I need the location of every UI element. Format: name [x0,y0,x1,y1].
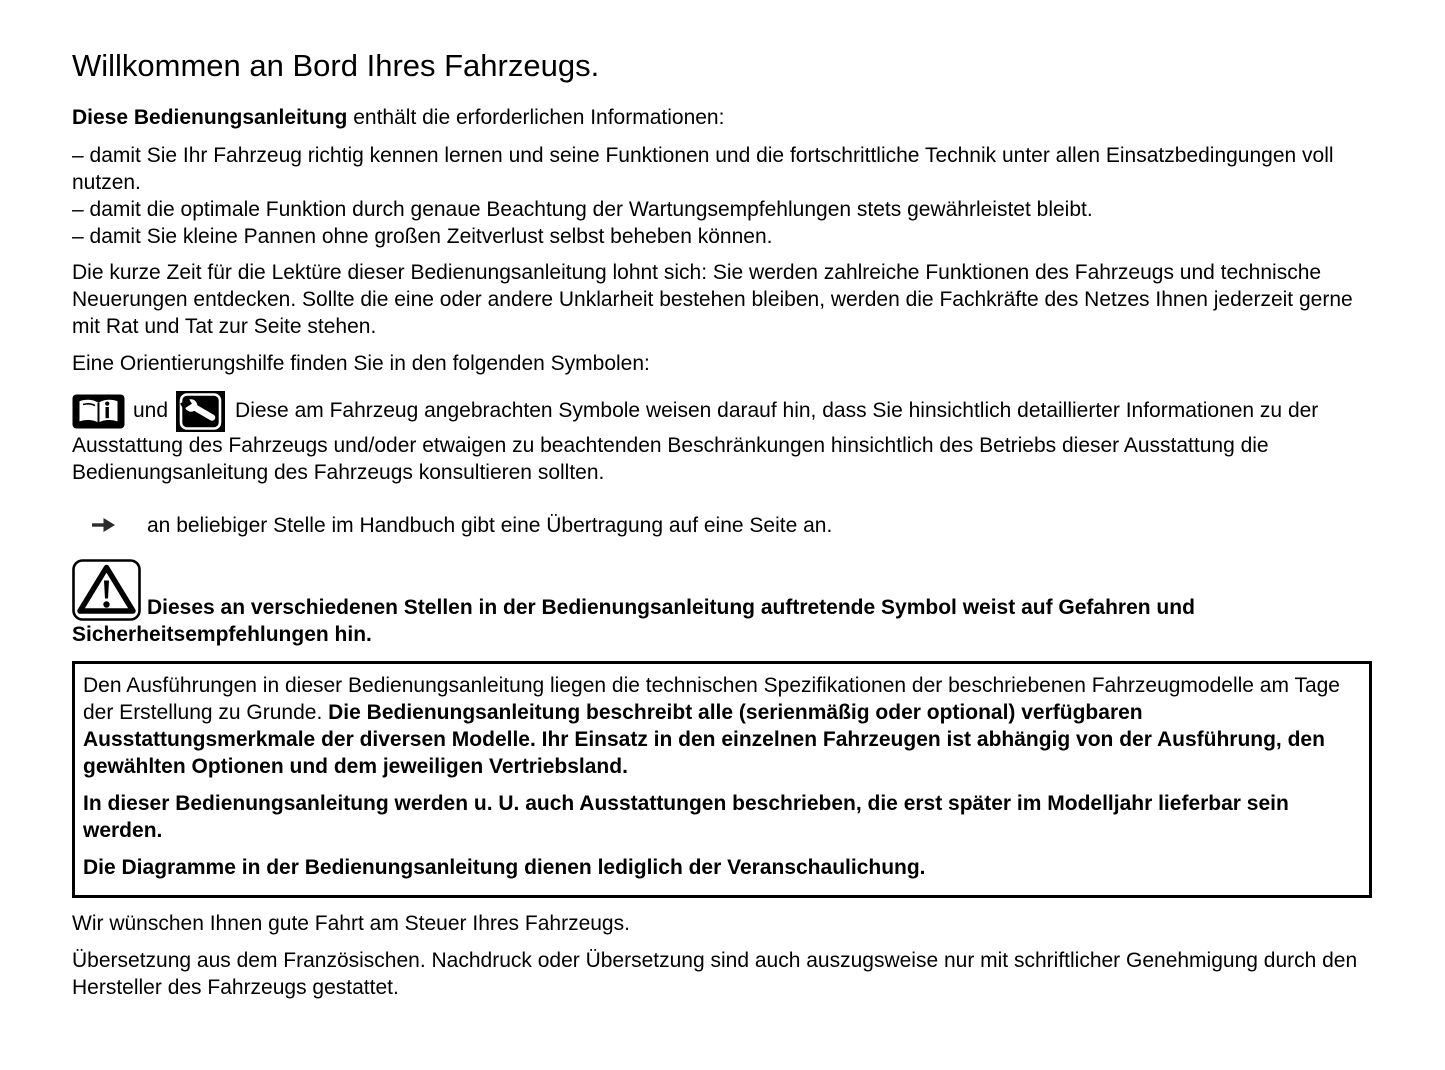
wrench-icon [176,391,225,432]
warning-paragraph [72,559,1372,648]
notice-paragraph-3: Die Diagramme in der Bedienungsanleitung dienen lediglich der Veranschaulichung. [83,856,926,879]
bullet-item: – damit Sie kleine Pannen ohne großen Zeitverlust selbst beheben können. [72,225,773,248]
symbols-intro: Eine Orientierungshilfe finden Sie in den folgenden Symbolen: [72,352,650,375]
page-title: Willkommen an Bord Ihres Fahrzeugs. [72,48,600,83]
lecture-paragraph: Die kurze Zeit für die Lektüre dieser Bedienungsanleitung lohnt sich: Sie werden zahlreiche Funktionen des Fahrzeugs und technische Neuerungen entdecken. Sollte die eine oder andere Unklarheit bestehen bleiben, werden die Fachkräfte des Netzes Ihnen jederzeit gerne mit Rat und Tat zur Seite stehen. [72,261,1353,338]
warning-triangle-icon [72,559,141,621]
translation-note: Übersetzung aus dem Französischen. Nachdruck oder Übersetzung sind auch auszugsweise nur mit schriftlicher Genehmigung durch den Hersteller des Fahrzeugs gestattet. [72,949,1358,999]
bullet-item: – damit Sie Ihr Fahrzeug richtig kennen lernen und seine Funktionen und die fortschrittliche Technik unter allen Einsatzbedingungen voll nutzen. [72,144,1334,194]
closing-wish: Wir wünschen Ihnen gute Fahrt am Steuer Ihres Fahrzeugs. [72,912,630,935]
intro-rest: enthält die erforderlichen Informationen: [347,106,725,129]
notice-p1-normal: Den Ausführungen in dieser Bedienungsanleitung liegen die technischen Spezifikationen der beschriebenen Fahrzeugmodelle am Tage der Erstellung zu Grunde. [83,674,1340,724]
notice-paragraph-2: In dieser Bedienungsanleitung werden u. U. auch Ausstattungen beschrieben, die erst später im Modelljahr lieferbar sein werden. [83,792,1289,842]
intro-lead-bold: Diese Bedienungsanleitung [72,106,348,129]
notice-p1-bold: Die Bedienungsanleitung beschreibt alle (serienmäßig oder optional) verfügbaren Ausstattungsmerkmale der diversen Modelle. Ihr Einsatz in den einzelnen Fahrzeugen ist abhängig von der Ausführung, den gewählten Optionen und dem jeweiligen Vertriebsland. [83,701,1325,778]
intro-paragraph [72,104,1372,131]
notice-box [72,661,1372,898]
symbols-connector: und [133,399,169,423]
symbols-paragraph [72,391,1372,486]
owners-manual-book-icon [72,394,125,429]
bullet-item: – damit die optimale Funktion durch genaue Beachtung der Wartungsempfehlungen stets gewährleistet bleibt. [72,198,1093,221]
page-reference-line [72,512,1372,539]
notice-paragraph-1 [83,672,1357,780]
arrow-text: an beliebiger Stelle im Handbuch gibt eine Übertragung auf eine Seite an. [147,514,833,537]
warning-text: Dieses an verschiedenen Stellen in der Bedienungsanleitung auftretende Symbol weist auf Gefahren und Sicherheitsempfehlungen hin. [72,596,1195,646]
page-reference-arrow-icon [90,516,117,534]
symbols-text: Diese am Fahrzeug angebrachten Symbole weisen darauf hin, dass Sie hinsichtlich detaillierter Informationen zu der Ausstattung des Fahrzeugs und/oder etwaigen zu beachtenden Beschränkungen hinsichtlich des Betriebs dieser Ausstattung die Bedienungsanleitung des Fahrzeugs konsultieren sollten. [72,399,1319,484]
